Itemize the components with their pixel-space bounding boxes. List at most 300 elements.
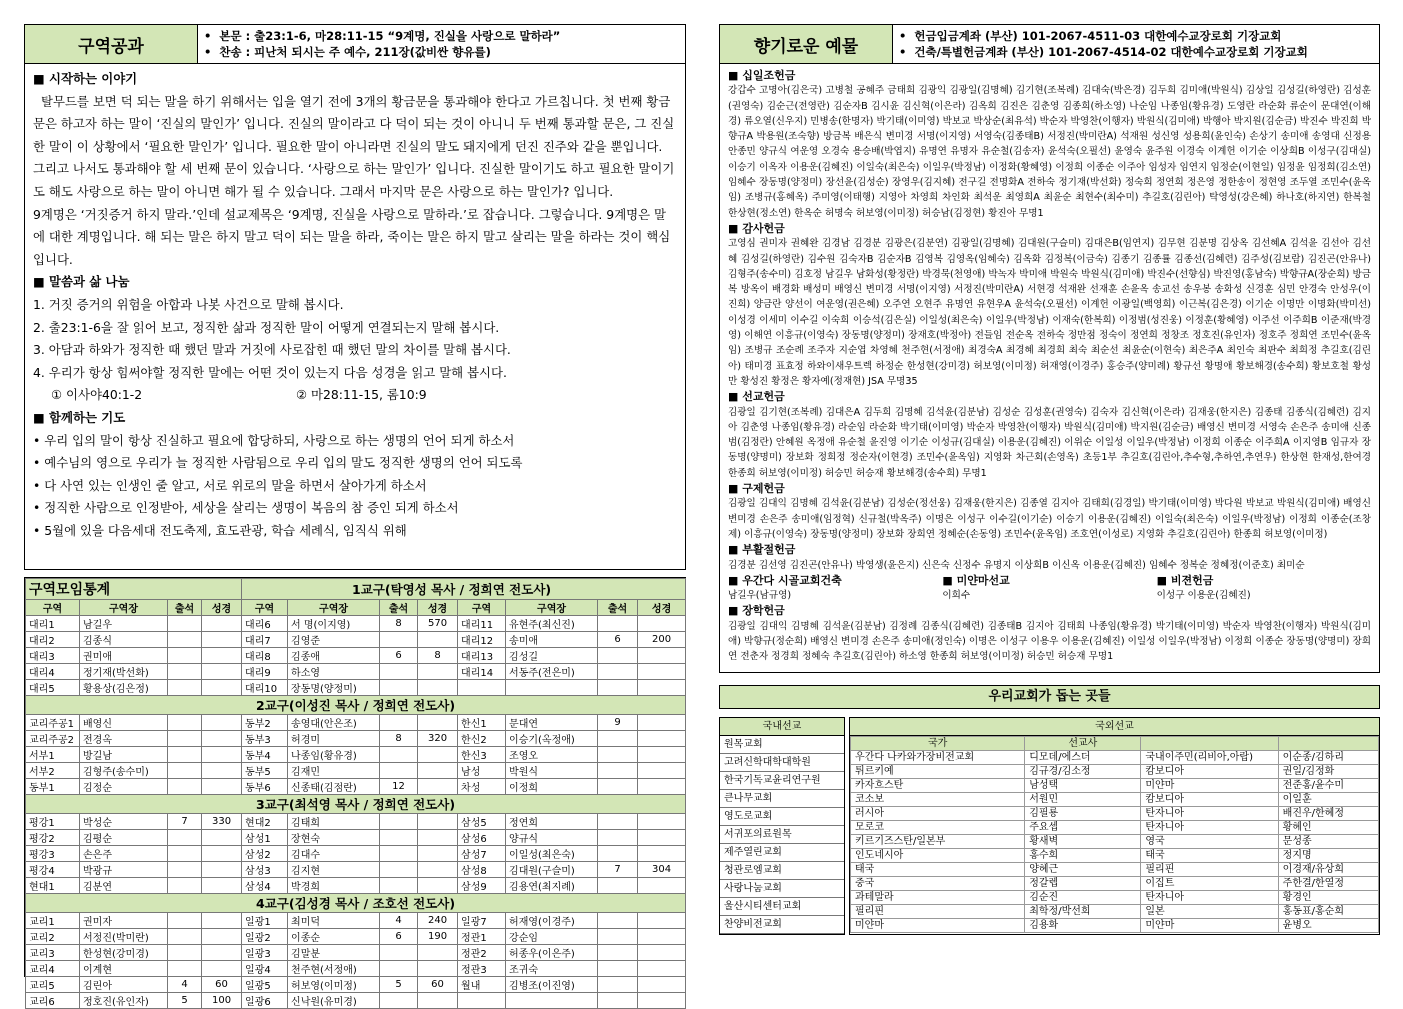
table-cell: 정연희 (506, 814, 598, 830)
table-cell (638, 961, 686, 977)
account-line-1: • 헌금입금계좌 (부산) 101-2067-4511-03 대한예수교장로회 기장교회 (899, 28, 1308, 44)
table-cell: 박경희 (288, 878, 380, 894)
table-cell: 이승기(옥정애) (506, 731, 598, 747)
table-cell (418, 945, 458, 961)
table-cell: 김정순 (80, 779, 168, 795)
table-cell (598, 747, 638, 763)
table-cell: 김분연 (80, 878, 168, 894)
overseas-cell: 이집트 (1141, 877, 1278, 891)
table-cell: 허보영(이미정) (288, 977, 380, 993)
table-cell (168, 862, 202, 878)
table-cell: 대리13 (458, 648, 506, 664)
column-header: 구역장 (80, 600, 168, 616)
overseas-cell: 태국 (851, 863, 1025, 877)
offer-header (719, 24, 1380, 64)
table-cell: 정관2 (458, 945, 506, 961)
domestic-church: 사랑나눔교회 (720, 880, 844, 898)
overseas-row (851, 807, 1379, 821)
table-row (26, 715, 686, 731)
overseas-cell: 필리핀 (851, 905, 1025, 919)
table-cell: 김린아 (80, 977, 168, 993)
overseas-row (851, 905, 1379, 919)
section-heading: ■ 말씀과 삶 나눔 (33, 271, 677, 294)
overseas-row (851, 751, 1379, 765)
table-cell (202, 616, 242, 632)
table-cell: 7 (168, 814, 202, 830)
table-cell (598, 961, 638, 977)
offering-list (719, 64, 1380, 673)
column-header: 성경 (638, 600, 686, 616)
table-cell (418, 814, 458, 830)
offering-heading: ■ 부활절헌금 (728, 542, 1371, 557)
table-cell: 4 (380, 913, 418, 929)
table-cell: 문대연 (506, 715, 598, 731)
table-cell: 570 (418, 616, 458, 632)
offering-names: 남길우(남규영) (728, 590, 792, 602)
overseas-cell: 홍동표/홍순희 (1278, 905, 1378, 919)
domestic-church: 찬양비전교회 (720, 916, 844, 934)
table-cell (638, 648, 686, 664)
overseas-cell: 정지명 (1278, 849, 1378, 863)
overseas-row (851, 877, 1379, 891)
table-cell (418, 993, 458, 1009)
overseas-cell: 홍수희 (1025, 849, 1141, 863)
table-cell: 장동명(양정미) (288, 680, 380, 696)
hymn-line: • 찬송 : 피난처 되시는 주 예수, 211장(값비싼 향유를) (204, 44, 560, 60)
table-cell (418, 779, 458, 795)
table-cell: 일광3 (242, 945, 288, 961)
table-cell: 한성현(강미경) (80, 945, 168, 961)
table-cell: 허종우(이은주) (506, 945, 598, 961)
table-cell: 정관1 (458, 929, 506, 945)
table-cell: 허경미 (288, 731, 380, 747)
overseas-cell: 과테말라 (851, 891, 1025, 905)
table-cell: 삼성4 (242, 878, 288, 894)
table-cell: 유현주(최신진) (506, 616, 598, 632)
table-cell: 일광5 (242, 977, 288, 993)
table-cell: 동부1 (26, 779, 80, 795)
table-cell: 최미덕 (288, 913, 380, 929)
domestic-church: 한국기독교윤리연구원 (720, 772, 844, 790)
overseas-cell: 탄자니아 (1141, 891, 1278, 905)
table-row (26, 664, 686, 680)
table-cell: 삼성3 (242, 862, 288, 878)
paragraph: 4. 우리가 항상 힘써야할 정직한 말에는 어떤 것이 있는지 다음 성경을 읽고 말해 봅시다. (33, 364, 507, 380)
table-cell: 7 (598, 862, 638, 878)
overseas-cell: 키르기즈스탄/일본부 (851, 835, 1025, 849)
table-cell: 대리4 (26, 664, 80, 680)
table-cell: 권미자 (80, 913, 168, 929)
table-cell: 60 (202, 977, 242, 993)
offering-heading: ■ 선교헌금 (728, 389, 1371, 404)
table-cell (418, 715, 458, 731)
column-header: 선교사 (1025, 737, 1141, 751)
table-cell (418, 763, 458, 779)
table-cell (380, 747, 418, 763)
table-cell: 한신2 (458, 731, 506, 747)
table-cell: 삼성2 (242, 846, 288, 862)
table-cell (168, 763, 202, 779)
offering-names: 김광일 김대익 김명혜 김석윤(김분남) 김성순(정선웅) 김재웅(한지은) 김종열 김지아 김태희(김경일) 박기태(이미영) 박다원 박보교 박원식(김미애) 배영신 변미경 손은주 송미애(임정혁) 신규철(박옥주) 이명은 이성구 이수길(이기순) 이승기 이용운(김혜진) 이일숙(최은숙) 이일우(박정남) 이정희 이종순(조창제) 이흥규(이영숙) 장동명(양정미) 장보화 장희연 정혜순(손동영) 조민수(윤옥임) 조호연(이성로) 지영화 추길호(김린아) 한종희 허보영(이미정) (728, 498, 1371, 540)
table-row (26, 616, 686, 632)
table-cell: 손은주 (80, 846, 168, 862)
table-cell: 8 (418, 648, 458, 664)
table-cell: 5 (168, 993, 202, 1009)
table-cell: 대리11 (458, 616, 506, 632)
paragraph: 9계명은 ‘거짓증거 하지 말라.’인데 설교제목은 ‘9계명, 진실을 사랑으로 말하라.’로 잡습니다. 그렇습니다. 9계명은 말에 대한 계명입니다. 해 되는 말은 하지 말고 덕이 되는 말을 하라, 죽이는 말은 하지 말고 살리는 말을 하라는 것이 핵심입니다. (33, 206, 671, 267)
district-band: 1교구(탁영성 목사 / 정희연 전도사) (242, 579, 686, 600)
table-cell: 6 (380, 929, 418, 945)
table-cell: 허재영(이경주) (506, 913, 598, 929)
table-cell (638, 664, 686, 680)
overseas-cell: 최학정/박선희 (1025, 905, 1141, 919)
paragraph: 1. 거짓 증거의 위험을 아합과 나봇 사건으로 말해 봅시다. (33, 296, 344, 312)
table-cell: 삼성8 (458, 862, 506, 878)
paragraph: 탈무드를 보면 덕 되는 말을 하기 위해서는 입을 열기 전에 3개의 황금문을 통과해야 한다고 가르칩니다. 첫 번째 황금문은 하고자 하는 말이 ‘진실의 말인가’ 입니다. 진실의 말이라고 다 덕이 되는 것이 아니니 두 번째 통과할 문은, 그 진실한 말이 이 상황에서 ‘필요한 말인가’ 입니다. 필요한 말이 아니라면 진실의 말도 돼지에게 던진 진주와 같을 뿐입니다. 그리고 나서도 통과해야 할 세 번째 문이 있습니다. ‘사랑으로 하는 말인가’ 입니다. 진실한 말이기도 하고 필요한 말이기도 해도 사랑으로 하는 말이 아니면 해가 될 수 있습니다. 그래서 마지막 문은 사랑으로 하는 말인가? 입니다. (33, 93, 675, 199)
table-row (26, 961, 686, 977)
reference-line (33, 384, 677, 407)
table-cell: 서부1 (26, 747, 80, 763)
table-row (26, 862, 686, 878)
table-cell: 교리6 (26, 993, 80, 1009)
domestic-church: 청관로엠교회 (720, 862, 844, 880)
overseas-cell: 윤병오 (1278, 919, 1378, 933)
column-header: 구역 (242, 600, 288, 616)
overseas-cell: 일본 (1141, 905, 1278, 919)
table-cell: 이계현 (80, 961, 168, 977)
table-row (26, 648, 686, 664)
table-cell (638, 977, 686, 993)
table-cell: 교리2 (26, 929, 80, 945)
table-row (26, 779, 686, 795)
table-cell: 동부4 (242, 747, 288, 763)
group-stats (24, 577, 686, 1008)
table-cell: 박광규 (80, 862, 168, 878)
table-cell (598, 648, 638, 664)
overseas-cell: 러시아 (851, 807, 1025, 821)
table-cell: 일광6 (242, 993, 288, 1009)
table-cell (598, 878, 638, 894)
overseas-cell: 서원민 (1025, 793, 1141, 807)
district-band-row (26, 894, 686, 913)
table-cell (202, 747, 242, 763)
section-heading: ■ 시작하는 이야기 (33, 68, 677, 91)
table-row (26, 731, 686, 747)
prayer-item: • 우리 입의 말이 항상 진실하고 필요에 합당하되, 사랑으로 하는 생명의 언어 되게 하소서 (33, 430, 677, 453)
table-row (26, 878, 686, 894)
offering-heading: ■ 감사헌금 (728, 221, 1371, 236)
table-cell (638, 913, 686, 929)
offering-names: 김경분 김선영 김진곤(안유나) 박영생(윤은지) 신은숙 신정수 유명지 이상희B 이신옥 이용운(김혜진) 임혜수 정복순 정혜정(이준호) 최미순 (728, 559, 1305, 571)
offering-heading: ■ 십일조헌금 (728, 68, 1371, 83)
table-cell: 김종식 (80, 632, 168, 648)
stats-table (25, 578, 686, 1009)
table-cell (380, 763, 418, 779)
table-cell: 정기재(박선화) (80, 664, 168, 680)
table-cell: 신낙원(유미경) (288, 993, 380, 1009)
prayer-item: • 정직한 사람으로 인정받아, 세상을 살리는 생명이 복음의 참 증인 되게 하소서 (33, 497, 677, 520)
table-cell: 배영신 (80, 715, 168, 731)
table-cell (168, 680, 202, 696)
table-cell: 일광7 (458, 913, 506, 929)
table-cell: 삼성5 (458, 814, 506, 830)
table-cell (168, 648, 202, 664)
table-cell (380, 993, 418, 1009)
table-cell: 동부2 (242, 715, 288, 731)
table-cell (598, 993, 638, 1009)
overseas-cell: 이순종/김하리 (1278, 751, 1378, 765)
table-cell: 김대수 (288, 846, 380, 862)
table-cell (418, 846, 458, 862)
overseas-cell: 문성종 (1278, 835, 1378, 849)
district-band: 3교구(최석영 목사 / 정희연 전도사) (26, 795, 686, 814)
overseas-cell: 권일/김정화 (1278, 765, 1378, 779)
table-cell (598, 977, 638, 993)
table-cell: 동부5 (242, 763, 288, 779)
table-cell (202, 664, 242, 680)
table-cell (638, 993, 686, 1009)
table-cell (638, 747, 686, 763)
table-cell (380, 862, 418, 878)
table-cell (168, 715, 202, 731)
table-cell: 삼성9 (458, 878, 506, 894)
district-band-row (26, 795, 686, 814)
overseas-cell: 인도네시아 (851, 849, 1025, 863)
table-cell: 하소영 (288, 664, 380, 680)
table-cell (638, 929, 686, 945)
missions-section (719, 717, 1380, 935)
table-cell: 대리10 (242, 680, 288, 696)
table-cell (598, 945, 638, 961)
table-cell: 6 (598, 632, 638, 648)
table-cell: 교리주공1 (26, 715, 80, 731)
lesson-title: 구역공과 (25, 25, 198, 63)
table-cell (638, 779, 686, 795)
overseas-cell: 황새벽 (1025, 835, 1141, 849)
overseas-cell: 필리핀 (1141, 863, 1278, 877)
overseas-cell: 탄자니아 (1141, 821, 1278, 835)
offering-trio-names (728, 588, 1371, 603)
table-cell (418, 830, 458, 846)
table-cell: 이종순 (288, 929, 380, 945)
table-cell: 박원식 (506, 763, 598, 779)
table-cell: 장현숙 (288, 830, 380, 846)
overseas-cell: 김용화 (1025, 919, 1141, 933)
table-cell: 8 (380, 731, 418, 747)
overseas-cell: 우간다 나카와가장비전교회 (851, 751, 1025, 765)
column-header: 국가 (851, 737, 1025, 751)
table-cell (598, 913, 638, 929)
overseas-row (851, 891, 1379, 905)
table-cell (202, 680, 242, 696)
right-column (719, 24, 1380, 935)
table-cell (168, 616, 202, 632)
table-cell (638, 945, 686, 961)
table-cell: 대리14 (458, 664, 506, 680)
table-cell: 대리1 (26, 616, 80, 632)
table-cell: 서동주(전은미) (506, 664, 598, 680)
table-cell (202, 715, 242, 731)
overseas-cell: 이일훈 (1278, 793, 1378, 807)
table-cell: 송영대(안은조) (288, 715, 380, 731)
table-row (26, 830, 686, 846)
table-cell (202, 929, 242, 945)
column-header: 구역장 (506, 600, 598, 616)
table-cell: 100 (202, 993, 242, 1009)
offering-names: 강갑수 고명아(김은국) 고병철 공혜주 금태희 김광익 김광일(김명혜) 김기현(조복례) 김대숙(박은경) 김두희 김미애(박원식) 김상일 김성길(하영란) 김성훈(권영숙) 김순근(전영란) 김순자B 김시윤 김신혁(이은라) 김옥희 김진은 김춘영 김종희(하소영) 나순임 나종임(황유경) 도영란 라순화 류순이 문대연(이해경) 류오열(신우지) 민병송(한명자) 박기태(이미영) 박보교 박상순(최유석) 박순자 박영찬(이행자) 박원식(김미애) 박행아 박지원(김순금) 박진수 박진희 박향규A 박용원(조숙향) 방금복 배은식 변미경 서명(이지영) 서영숙(김종태B) 서정진(박미란A) 석재원 성신영 성용희(윤인숙) 손상기 송미애 송영대 신정용 안종민 양규식 여운영 오경숙 용승배(박엽지) 유명연 유명자 유순철(김송자) 윤석숙(오필선) 윤영숙 윤주원 이경숙 이계헌 이기순 이상희B 이성구(김대실) 이승기 이옥자 이용운(김혜진) 이일숙(최은숙) 이일우(박정남) 이정화(황혜영) 이정희 이종순 이주아 임성자 임연지 임정순(이현일) 임정윤 임정희(김소연) 임혜수 장동명(양정미) 장선윤(김성순) 장영우(김지혜) 전구길 전명화A 전하숙 정기재(박선화) 정숙희 정연희 정은영 정한송이 정현영 조두열 조민수(윤옥임) 조병규(홍혜옥) 주미영(이태행) 지영아 차영희 차인화 최석운 최영희A 최윤순 최현수(최수미) 추길호(김린아) 탁영성(강은혜) 하나호(하지연) 한복철 한상현(정소연) 한옥순 허명숙 허보영(이미정) 허승남(김정현) 황진아 무명1 (728, 85, 1371, 219)
domestic-church: 고려신학대학대학원 (720, 754, 844, 772)
overseas-label: 국외선교 (850, 718, 1379, 736)
offering-names: 이희수 (942, 590, 971, 602)
table-cell: 전경옥 (80, 731, 168, 747)
table-cell (168, 830, 202, 846)
table-cell (202, 830, 242, 846)
table-cell (168, 846, 202, 862)
table-cell: 김지현 (288, 862, 380, 878)
table-cell: 김종애 (288, 648, 380, 664)
overseas-cell: 황경인 (1278, 891, 1378, 905)
overseas-table (850, 736, 1379, 933)
stats-title-row (26, 579, 686, 600)
prayer-item: • 다 사연 있는 인생인 줄 알고, 서로 위로의 말을 하면서 살아가게 하소서 (33, 475, 677, 498)
reference-b: ② 마28:11-15, 롬10:9 (296, 387, 427, 403)
table-cell (418, 632, 458, 648)
table-cell: 동부3 (242, 731, 288, 747)
table-cell (380, 680, 418, 696)
scripture-line: • 본문 : 출23:1-6, 마28:11-15 “9계명, 진실을 사랑으로 말하라” (204, 28, 560, 44)
table-cell: 신종태(김점란) (288, 779, 380, 795)
table-cell (638, 830, 686, 846)
table-cell: 방길남 (80, 747, 168, 763)
table-cell (202, 945, 242, 961)
table-cell (418, 862, 458, 878)
table-cell (168, 731, 202, 747)
overseas-row (851, 919, 1379, 933)
district-band: 2교구(이성진 목사 / 정희연 전도사) (26, 696, 686, 715)
table-cell (638, 680, 686, 696)
table-row (26, 977, 686, 993)
table-cell (638, 814, 686, 830)
table-cell (168, 632, 202, 648)
overseas-cell: 미얀마 (1141, 779, 1278, 793)
table-cell (168, 779, 202, 795)
table-cell: 304 (638, 862, 686, 878)
overseas-cell: 김순진 (1025, 891, 1141, 905)
table-cell (168, 664, 202, 680)
table-cell (380, 632, 418, 648)
offering-names: 고영심 권미자 권혜완 김경남 김경분 김광은(김분연) 김광일(김명혜) 김대원(구슬미) 김대은B(임연지) 김무현 김분명 김상옥 김선혜A 김석윤 김선아 김선혜 김성길(하영란) 김수원 김숙자B 김순자B 김영복 김영옥(임혜숙) 김옥화 김정복(이금숙) 김종기 김종률 김종선(김혜련) 김주성(김보람) 김진곤(안유나) 김형주(송수미) 김호정 남길우 남화성(황정란) 박경묵(천영애) 박녹자 박미애 박원숙 박원식(김미애) 박진수(선향심) 박진영(홍남숙) 박향규A(장순희) 방금복 방옥이 배경화 배성미 배영신 변미경 서명(이지영) 서정진(박미란A) 서현경 석재완 선재훈 손윤옥 송교선 송우봉 송화성 신경훈 심민 안경숙 안성우(이진희) 양금란 양선이 여운영(권은혜) 오주연 오현주 유명연 유현우A 윤석숙(오필선) 이계헌 이광일(백영희) 이근복(김은경) 이기순 이명만 이명화(박미선) 이성경 이세미 이수길 이숙희 이승석(김은실) 이일성(최은숙) 이일우(박정남) 이재숙(한복희) 이정범(성진웅) 이정훈(황혜영) 이주선 이주희B 이준재(박경영) 이해연 이흥규(이영숙) 장동명(양정미) 장재호(박정아) 전들임 전순옥 전하숙 정만점 정숙이 정연희 정창조 정호진(유인자) 정호주 정희연 조민수(윤옥임) 조병규 조순례 조주자 지순엽 차영혜 천주현(서정애) 최경숙A 최경혜 최경희 최숙 최순선 최윤순(이현숙) 최은주A 최인숙 최판수 최희정 추길호(김린아) 태미경 표효정 하와이새우트렉 하정순 한성현(강미경) 허보영(이미정) 허재영(이경주) 홍승주(양미례) 황규선 황명애 황보해경(송수희) 황보호철 황성만 황성진 황정은 황자예(정재현) JSA 무명35 (728, 238, 1371, 387)
prayer-item: • 5월에 있을 다음세대 전도축제, 효도관광, 학습 세례식, 임직식 위해 (33, 520, 677, 543)
overseas-cell: 디모데/에스더 (1025, 751, 1141, 765)
table-cell: 박성순 (80, 814, 168, 830)
table-cell: 5 (380, 977, 418, 993)
table-cell (168, 913, 202, 929)
overseas-row (851, 821, 1379, 835)
table-cell: 김성길 (506, 648, 598, 664)
table-cell: 강순임 (506, 929, 598, 945)
table-cell: 김용연(최지례) (506, 878, 598, 894)
table-cell (638, 763, 686, 779)
overseas-row (851, 835, 1379, 849)
column-header: 성경 (418, 600, 458, 616)
offering-heading: ■ 장학헌금 (728, 603, 1371, 618)
reference-a: ① 이사야40:1-2 (51, 387, 143, 403)
table-cell (380, 945, 418, 961)
overseas-cell: 미얀마 (851, 919, 1025, 933)
offering-heading: ■ 비젼헌금 (1157, 573, 1371, 588)
table-row (26, 993, 686, 1009)
account-line-2: • 건축/특별헌금계좌 (부산) 101-2067-4514-02 대한예수교장로회 기장교회 (899, 44, 1308, 60)
table-cell: 이정희 (506, 779, 598, 795)
table-cell (202, 763, 242, 779)
overseas-header-row (851, 737, 1379, 751)
table-cell (380, 846, 418, 862)
offering-trio-headings (728, 573, 1371, 588)
table-cell: 남길우 (80, 616, 168, 632)
table-cell: 조영오 (506, 747, 598, 763)
overseas-cell: 태국 (1141, 849, 1278, 863)
table-cell (202, 961, 242, 977)
column-header: 구역 (458, 600, 506, 616)
table-row (26, 763, 686, 779)
table-cell: 200 (638, 632, 686, 648)
table-cell (638, 878, 686, 894)
table-cell (418, 680, 458, 696)
table-row (26, 747, 686, 763)
table-cell: 삼성1 (242, 830, 288, 846)
table-cell (598, 814, 638, 830)
column-header: 구역장 (288, 600, 380, 616)
table-cell (598, 664, 638, 680)
overseas-cell: 튀르키예 (851, 765, 1025, 779)
table-cell: 현대2 (242, 814, 288, 830)
table-cell: 190 (418, 929, 458, 945)
overseas-cell: 김규경/김소정 (1025, 765, 1141, 779)
table-cell (418, 747, 458, 763)
table-row (26, 913, 686, 929)
table-cell (168, 945, 202, 961)
lesson-body (24, 64, 686, 570)
table-cell: 남성 (458, 763, 506, 779)
table-cell (168, 747, 202, 763)
overseas-cell: 이경재/유상희 (1278, 863, 1378, 877)
table-cell: 김병조(이진영) (506, 977, 598, 993)
offering-names: 이성구 이용운(김혜진) (1156, 590, 1251, 602)
prayer-item: • 예수님의 영으로 우리가 늘 정직한 사람됨으로 우리 입의 말도 정직한 생명의 언어 되도록 (33, 452, 677, 475)
overseas-cell: 캄보디아 (1141, 793, 1278, 807)
table-cell: 정호진(유인자) (80, 993, 168, 1009)
table-cell: 대리2 (26, 632, 80, 648)
stats-title: 구역모임통계 (26, 579, 242, 600)
table-cell: 평강2 (26, 830, 80, 846)
column-header: 출석 (598, 600, 638, 616)
table-cell (168, 929, 202, 945)
table-cell (202, 731, 242, 747)
table-cell (506, 993, 598, 1009)
table-row (26, 929, 686, 945)
table-cell: 김태희 (288, 814, 380, 830)
column-header (1278, 737, 1378, 751)
overseas-cell: 영국 (1141, 835, 1278, 849)
stats-header-row (26, 600, 686, 616)
table-cell: 240 (418, 913, 458, 929)
column-header: 출석 (168, 600, 202, 616)
overseas-cell: 정갈렙 (1025, 877, 1141, 891)
table-cell (202, 648, 242, 664)
domestic-church: 울산시티센터교회 (720, 898, 844, 916)
domestic-church: 큰나무교회 (720, 790, 844, 808)
table-cell (638, 715, 686, 731)
